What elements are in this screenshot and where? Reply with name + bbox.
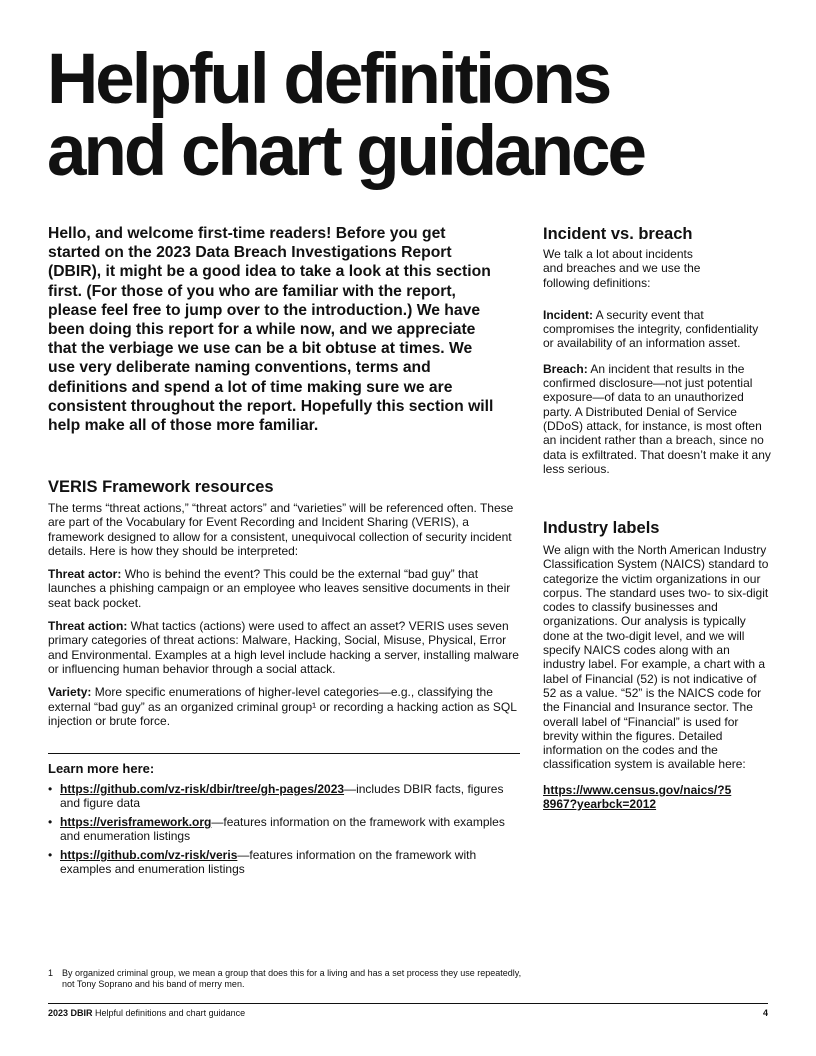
learn-more-list [48, 782, 518, 881]
footer-divider [48, 1003, 768, 1004]
page-title-line-2: and chart guidance [47, 112, 644, 191]
bullet-icon: • [48, 848, 53, 863]
page-title [47, 40, 787, 191]
verisframework-link[interactable]: https://verisframework.org [60, 815, 212, 830]
threat-actor-definition [48, 567, 522, 610]
veris-github-link[interactable]: https://github.com/vz-risk/veris [60, 848, 238, 863]
footer-title [48, 1008, 245, 1019]
threat-actor-text: Who is behind the event? This could be the external “bad guy” that launches a phishing campaign or an employee who leaves sensitive documents in their seat back pocket. [48, 567, 511, 610]
threat-action-label: Threat action: [48, 619, 128, 634]
footnote [48, 968, 528, 989]
variety-text: More specific enumerations of higher-level categories—e.g., classifying the external “bad guy” as an organized criminal group¹ or recording a hacking action as SQL injection or brute force. [48, 685, 517, 728]
incident-label: Incident: [543, 307, 593, 322]
threat-action-definition [48, 619, 522, 676]
learn-more-item-text: —includes DBIR facts, figures and figure data [60, 782, 504, 811]
threat-actor-label: Threat actor: [48, 567, 122, 582]
census-naics-link[interactable]: https://www.census.gov/naics/?58967?yearbck=2012 [543, 782, 732, 812]
breach-definition [543, 362, 771, 476]
footer-section-name: Helpful definitions and chart guidance [92, 1008, 246, 1018]
learn-more-item [48, 815, 518, 844]
variety-definition [48, 685, 522, 728]
dbir-github-link[interactable]: https://github.com/vz-risk/dbir/tree/gh-pages/2023 [60, 782, 345, 796]
incident-definition [543, 308, 771, 351]
veris-section [48, 501, 522, 737]
section-divider [48, 753, 520, 754]
breach-label: Breach: [543, 361, 588, 376]
industry-labels-heading: Industry labels [543, 519, 660, 537]
bullet-icon: • [48, 782, 53, 796]
incident-vs-breach-section [543, 247, 771, 487]
incident-breach-intro: We talk a lot about incidents and breaches and we use the following definitions: [543, 247, 701, 290]
page-footer [48, 1008, 768, 1019]
learn-more-item [48, 782, 518, 811]
breach-text: An incident that results in the confirmed disclosure—not just potential exposure—of data to an unauthorized party. A Distributed Denial of Service (DDoS) attack, for instance, is most often an incident rather than a breach, since no data is exfiltrated. That doesn’t make it any less serious. [543, 361, 771, 476]
learn-more-title: Learn more here: [48, 761, 155, 776]
variety-label: Variety: [48, 685, 92, 700]
footer-report-name: 2023 DBIR [48, 1008, 93, 1018]
learn-more-item [48, 848, 518, 877]
threat-action-text: What tactics (actions) were used to affect an asset? VERIS uses seven primary categories of threat actions: Malware, Hacking, Social, Misuse, Physical, Error and Environmental. Examples at a high level include hacking a server, installing malware or influencing human behavior through a social attack. [48, 619, 519, 676]
incident-text: A security event that compromises the integrity, confidentiality or availability of an information asset. [543, 307, 759, 351]
learn-more-item-text: —features information on the framework with examples and enumeration listings [60, 815, 505, 844]
page-title-line-1: Helpful definitions [47, 40, 610, 119]
industry-labels-section [543, 543, 771, 811]
incident-vs-breach-heading: Incident vs. breach [543, 225, 693, 243]
intro-paragraph: Hello, and welcome first-time readers! Before you get started on the 2023 Data Breach Investigations Report (DBIR), it might be a good idea to take a look at this section first. (For those of you who are familiar with the report, please feel free to jump over to the introduction.) We have been doing this report for a while now, and we appreciate that the verbiage we use can be a bit obtuse at times. We use very deliberate naming conventions, terms and definitions and spend a lot of time making sure we are consistent throughout the report. Hopefully this section will help make all of those more familiar. [48, 225, 494, 435]
industry-body: We align with the North American Industry Classification System (NAICS) standard to categorize the victim organizations in our corpus. The standard uses two- to six-digit codes to classify businesses and organizations. Our analysis is typically done at the two-digit level, and we will specify NAICS codes along with an industry label. For example, a chart with a label of Financial (52) is not indicative of 52 as a value. “52” is the NAICS code for the Financial and Insurance sector. The overall label of “Financial” is used for brevity within the figures. Detailed information on the codes and the classification system is available here: [543, 543, 769, 772]
footnote-text: By organized criminal group, we mean a group that does this for a living and has a set process they use repeatedly, not Tony Soprano and his band of merry men. [62, 968, 522, 989]
bullet-icon: • [48, 815, 53, 830]
footnote-number: 1 [48, 968, 54, 978]
veris-heading: VERIS Framework resources [48, 478, 274, 496]
learn-more-item-text: —features information on the framework with examples and enumeration listings [60, 848, 477, 877]
page-number: 4 [762, 1008, 768, 1018]
veris-intro: The terms “threat actions,” “threat actors” and “varieties” will be referenced often. These are part of the Vocabulary for Event Recording and Incident Sharing (VERIS), a framework designed to allow for a consistent, unequivocal collection of security incident details. Here is how they should be interpreted: [48, 501, 514, 558]
